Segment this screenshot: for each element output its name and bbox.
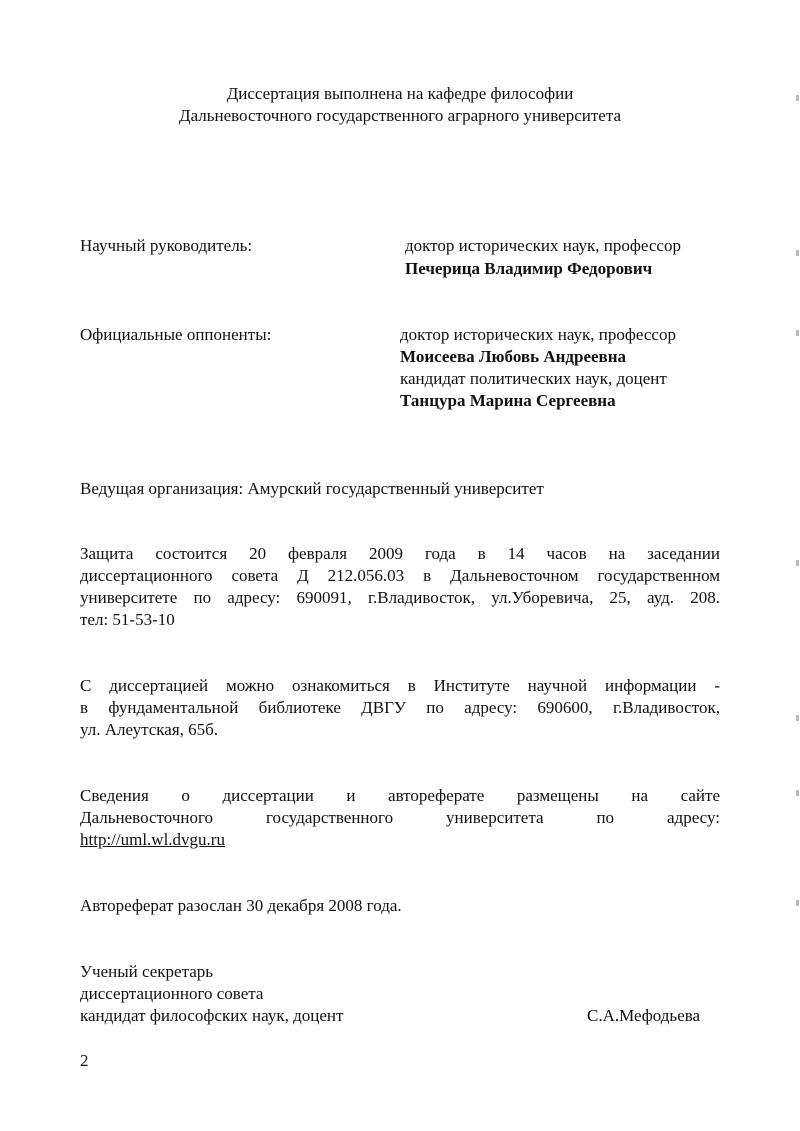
supervisor-degree: доктор исторических наук, профессор [405, 236, 681, 255]
page-number: 2 [80, 1051, 89, 1070]
library-line-3: ул. Алеутская, 65б. [80, 720, 219, 739]
defense-line-2: диссертационного совета Д 212.056.03 в Дальневосточном государственном [80, 566, 720, 585]
opponents-label: Официальные оппоненты: [80, 325, 272, 344]
secretary-line-3: кандидат философских наук, доцент [80, 1006, 344, 1025]
opponent-2-name: Танцура Марина Сергеевна [400, 391, 616, 410]
header-line-2: Дальневосточного государственного аграрного университета [178, 106, 622, 125]
supervisor-label: Научный руководитель: [80, 236, 253, 255]
library-line-2: в фундаментальной библиотеке ДВГУ по адресу: 690600, г.Владивосток, [80, 698, 720, 717]
defense-line-3: университете по адресу: 690091, г.Владивосток, ул.Уборевича, 25, ауд. 208. [80, 588, 720, 607]
website-line-2: Дальневосточного государственного университета по адресу: [80, 808, 720, 827]
opponent-1-name: Моисеева Любовь Андреевна [400, 347, 627, 366]
scan-speck [796, 330, 799, 336]
opponent-2-degree: кандидат политических наук, доцент [400, 369, 667, 388]
website-line-1: Сведения о диссертации и автореферате размещены на сайте [80, 786, 720, 805]
sent-date: Автореферат разослан 30 декабря 2008 года. [80, 896, 402, 915]
defense-line-4: тел: 51-53-10 [80, 610, 175, 629]
secretary-name: С.А.Мефодьева [587, 1006, 701, 1025]
defense-line-1: Защита состоится 20 февраля 2009 года в 14 часов на заседании [80, 544, 720, 563]
opponent-1-degree: доктор исторических наук, профессор [400, 325, 676, 344]
secretary-line-1: Ученый секретарь [80, 962, 214, 981]
scan-speck [796, 715, 799, 721]
scan-speck [796, 560, 799, 566]
scan-speck [796, 900, 799, 906]
header-line-1: Диссертация выполнена на кафедре философии [226, 84, 574, 103]
scan-speck [796, 790, 799, 796]
scan-speck [796, 250, 799, 256]
scan-speck [796, 95, 799, 101]
leading-organization: Ведущая организация: Амурский государственный университет [80, 479, 544, 498]
website-url-link[interactable]: http://uml.wl.dvgu.ru [80, 830, 225, 849]
supervisor-name: Печерица Владимир Федорович [405, 259, 653, 278]
secretary-line-2: диссертационного совета [80, 984, 264, 1003]
library-line-1: С диссертацией можно ознакомиться в Институте научной информации - [80, 676, 720, 695]
scan-margin-artifacts [794, 0, 800, 1131]
